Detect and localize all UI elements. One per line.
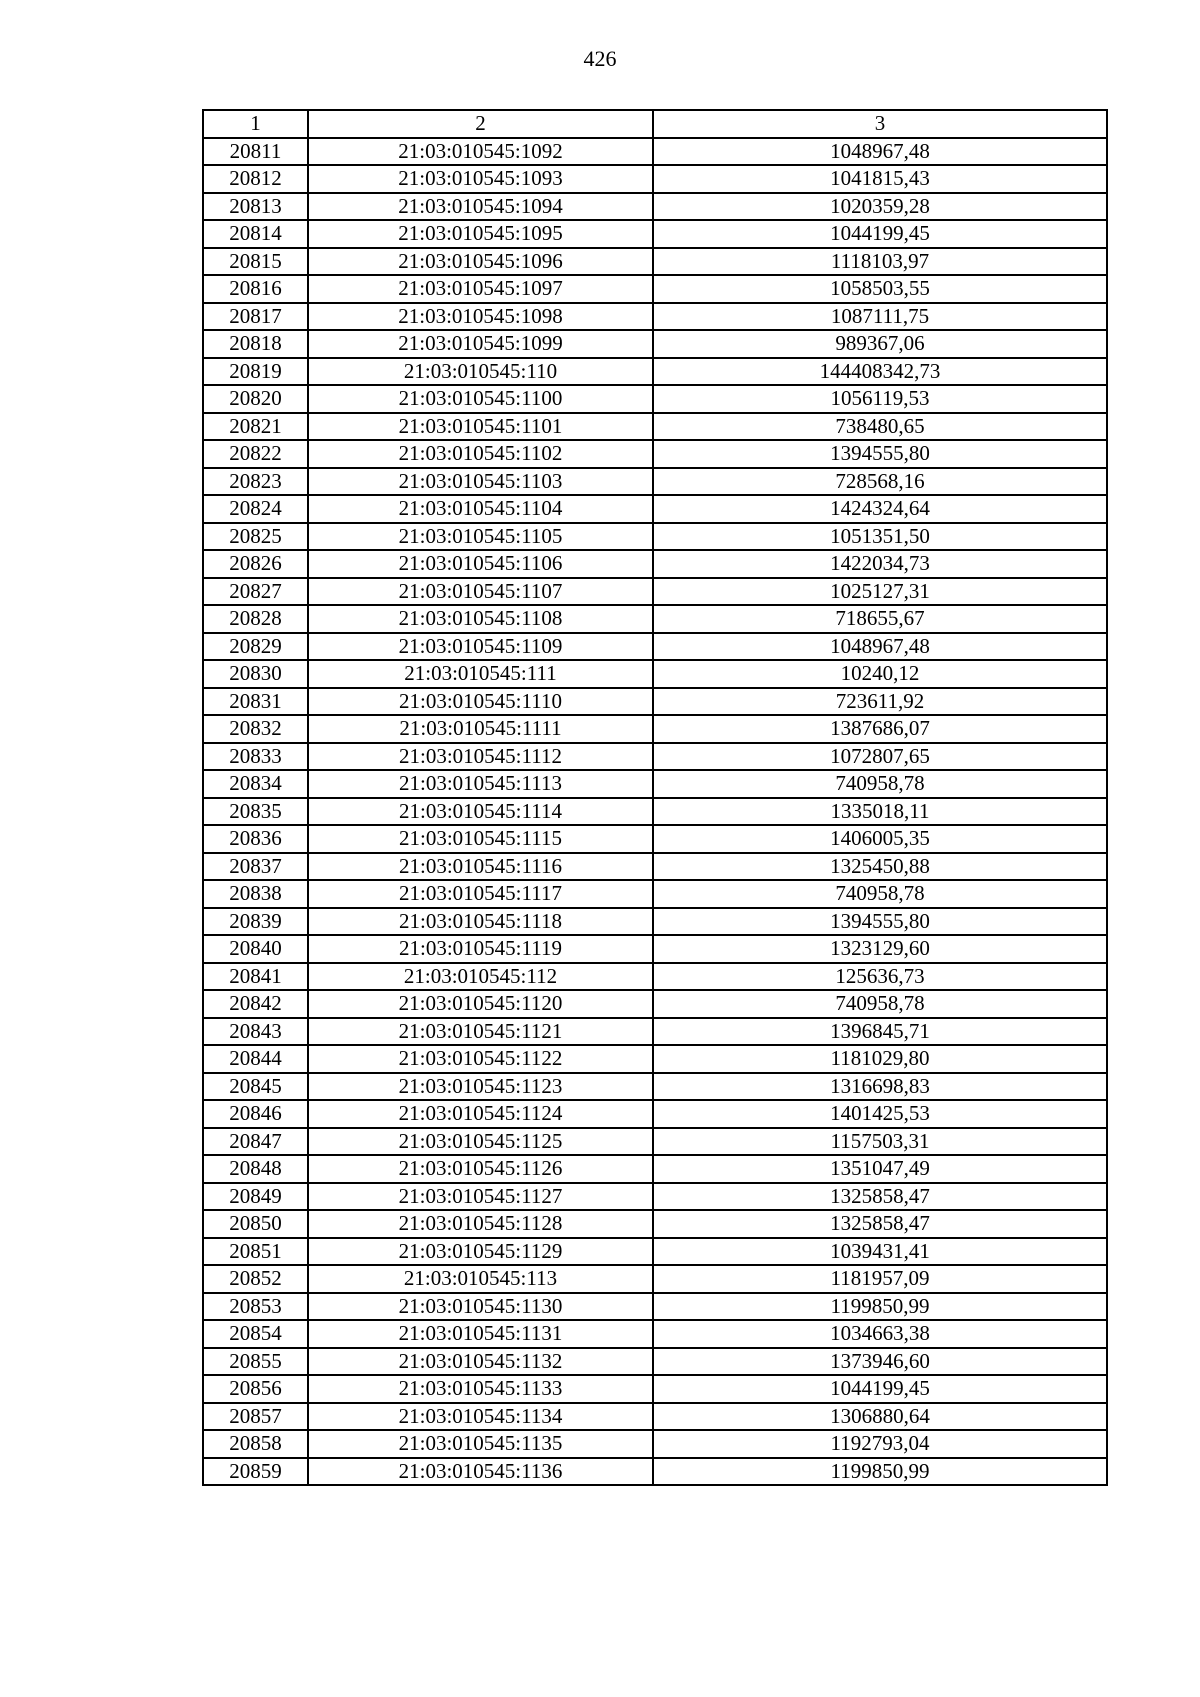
table-row — [203, 825, 1107, 853]
row-number-cell: 20859 — [203, 1458, 308, 1486]
row-number-cell: 20858 — [203, 1430, 308, 1458]
value-cell: 738480,65 — [653, 413, 1107, 441]
cadastral-number-cell: 21:03:010545:1127 — [308, 1183, 653, 1211]
cadastral-number-cell: 21:03:010545:1099 — [308, 330, 653, 358]
table-row — [203, 1265, 1107, 1293]
value-cell: 144408342,73 — [653, 358, 1107, 386]
table-row — [203, 1238, 1107, 1266]
table-row — [203, 660, 1107, 688]
table-row — [203, 220, 1107, 248]
cadastral-number-cell: 21:03:010545:1133 — [308, 1375, 653, 1403]
table-row — [203, 303, 1107, 331]
cadastral-number-cell: 21:03:010545:111 — [308, 660, 653, 688]
cadastral-number-cell: 21:03:010545:1094 — [308, 193, 653, 221]
cadastral-number-cell: 21:03:010545:1095 — [308, 220, 653, 248]
cadastral-number-cell: 21:03:010545:1129 — [308, 1238, 653, 1266]
table-row — [203, 330, 1107, 358]
table-row — [203, 440, 1107, 468]
cadastral-number-cell: 21:03:010545:1104 — [308, 495, 653, 523]
table-row — [203, 193, 1107, 221]
table-row — [203, 688, 1107, 716]
table-row — [203, 1430, 1107, 1458]
data-table-container — [202, 109, 1106, 1486]
value-cell: 1325858,47 — [653, 1183, 1107, 1211]
table-row — [203, 605, 1107, 633]
cadastral-number-cell: 21:03:010545:1102 — [308, 440, 653, 468]
cadastral-number-cell: 21:03:010545:1105 — [308, 523, 653, 551]
cadastral-number-cell: 21:03:010545:1106 — [308, 550, 653, 578]
value-cell: 1394555,80 — [653, 440, 1107, 468]
row-number-cell: 20822 — [203, 440, 308, 468]
row-number-cell: 20829 — [203, 633, 308, 661]
value-cell: 1118103,97 — [653, 248, 1107, 276]
value-cell: 1316698,83 — [653, 1073, 1107, 1101]
cadastral-number-cell: 21:03:010545:1114 — [308, 798, 653, 826]
row-number-cell: 20833 — [203, 743, 308, 771]
value-cell: 1044199,45 — [653, 220, 1107, 248]
table-row — [203, 165, 1107, 193]
value-cell: 1335018,11 — [653, 798, 1107, 826]
cadastral-number-cell: 21:03:010545:1135 — [308, 1430, 653, 1458]
row-number-cell: 20814 — [203, 220, 308, 248]
table-row — [203, 1045, 1107, 1073]
cadastral-number-cell: 21:03:010545:1100 — [308, 385, 653, 413]
page-number: 426 — [583, 46, 617, 71]
table-row — [203, 358, 1107, 386]
cadastral-number-cell: 21:03:010545:1113 — [308, 770, 653, 798]
cadastral-number-cell: 21:03:010545:1122 — [308, 1045, 653, 1073]
table-row — [203, 963, 1107, 991]
table-row — [203, 1210, 1107, 1238]
table-row — [203, 798, 1107, 826]
value-cell: 1039431,41 — [653, 1238, 1107, 1266]
value-cell: 1373946,60 — [653, 1348, 1107, 1376]
row-number-cell: 20855 — [203, 1348, 308, 1376]
data-table — [202, 109, 1108, 1486]
row-number-cell: 20847 — [203, 1128, 308, 1156]
table-row — [203, 990, 1107, 1018]
table-header-row — [203, 110, 1107, 138]
row-number-cell: 20857 — [203, 1403, 308, 1431]
row-number-cell: 20828 — [203, 605, 308, 633]
value-cell: 1199850,99 — [653, 1293, 1107, 1321]
value-cell: 1323129,60 — [653, 935, 1107, 963]
row-number-cell: 20853 — [203, 1293, 308, 1321]
value-cell: 1387686,07 — [653, 715, 1107, 743]
cadastral-number-cell: 21:03:010545:1126 — [308, 1155, 653, 1183]
cadastral-number-cell: 21:03:010545:1119 — [308, 935, 653, 963]
value-cell: 718655,67 — [653, 605, 1107, 633]
row-number-cell: 20845 — [203, 1073, 308, 1101]
value-cell: 1048967,48 — [653, 633, 1107, 661]
value-cell: 1325450,88 — [653, 853, 1107, 881]
table-row — [203, 468, 1107, 496]
value-cell: 1424324,64 — [653, 495, 1107, 523]
row-number-cell: 20817 — [203, 303, 308, 331]
table-row — [203, 413, 1107, 441]
table-row — [203, 1073, 1107, 1101]
cadastral-number-cell: 21:03:010545:1136 — [308, 1458, 653, 1486]
row-number-cell: 20848 — [203, 1155, 308, 1183]
value-cell: 1181029,80 — [653, 1045, 1107, 1073]
cadastral-number-cell: 21:03:010545:1112 — [308, 743, 653, 771]
value-cell: 728568,16 — [653, 468, 1107, 496]
cadastral-number-cell: 21:03:010545:113 — [308, 1265, 653, 1293]
column-header-1: 1 — [203, 110, 308, 138]
table-row — [203, 385, 1107, 413]
row-number-cell: 20824 — [203, 495, 308, 523]
table-row — [203, 275, 1107, 303]
table-row — [203, 550, 1107, 578]
value-cell: 1072807,65 — [653, 743, 1107, 771]
row-number-cell: 20815 — [203, 248, 308, 276]
cadastral-number-cell: 21:03:010545:1097 — [308, 275, 653, 303]
row-number-cell: 20846 — [203, 1100, 308, 1128]
row-number-cell: 20844 — [203, 1045, 308, 1073]
cadastral-number-cell: 21:03:010545:1108 — [308, 605, 653, 633]
table-row — [203, 578, 1107, 606]
cadastral-number-cell: 21:03:010545:1111 — [308, 715, 653, 743]
table-row — [203, 853, 1107, 881]
cadastral-number-cell: 21:03:010545:1118 — [308, 908, 653, 936]
row-number-cell: 20850 — [203, 1210, 308, 1238]
row-number-cell: 20827 — [203, 578, 308, 606]
row-number-cell: 20839 — [203, 908, 308, 936]
table-row — [203, 1155, 1107, 1183]
cadastral-number-cell: 21:03:010545:1101 — [308, 413, 653, 441]
cadastral-number-cell: 21:03:010545:1096 — [308, 248, 653, 276]
value-cell: 1181957,09 — [653, 1265, 1107, 1293]
value-cell: 740958,78 — [653, 770, 1107, 798]
table-row — [203, 935, 1107, 963]
table-row — [203, 1348, 1107, 1376]
row-number-cell: 20825 — [203, 523, 308, 551]
value-cell: 1025127,31 — [653, 578, 1107, 606]
cadastral-number-cell: 21:03:010545:1116 — [308, 853, 653, 881]
cadastral-number-cell: 21:03:010545:1121 — [308, 1018, 653, 1046]
row-number-cell: 20820 — [203, 385, 308, 413]
row-number-cell: 20841 — [203, 963, 308, 991]
value-cell: 1325858,47 — [653, 1210, 1107, 1238]
row-number-cell: 20826 — [203, 550, 308, 578]
row-number-cell: 20830 — [203, 660, 308, 688]
cadastral-number-cell: 21:03:010545:1128 — [308, 1210, 653, 1238]
row-number-cell: 20818 — [203, 330, 308, 358]
row-number-cell: 20832 — [203, 715, 308, 743]
cadastral-number-cell: 21:03:010545:112 — [308, 963, 653, 991]
value-cell: 125636,73 — [653, 963, 1107, 991]
value-cell: 1020359,28 — [653, 193, 1107, 221]
value-cell: 1199850,99 — [653, 1458, 1107, 1486]
table-row — [203, 1018, 1107, 1046]
value-cell: 1048967,48 — [653, 138, 1107, 166]
row-number-cell: 20849 — [203, 1183, 308, 1211]
cadastral-number-cell: 21:03:010545:1130 — [308, 1293, 653, 1321]
row-number-cell: 20835 — [203, 798, 308, 826]
table-body — [203, 138, 1107, 1486]
table-row — [203, 523, 1107, 551]
row-number-cell: 20823 — [203, 468, 308, 496]
value-cell: 740958,78 — [653, 990, 1107, 1018]
value-cell: 723611,92 — [653, 688, 1107, 716]
table-row — [203, 715, 1107, 743]
cadastral-number-cell: 21:03:010545:1124 — [308, 1100, 653, 1128]
table-row — [203, 1320, 1107, 1348]
table-row — [203, 1458, 1107, 1486]
cadastral-number-cell: 21:03:010545:1115 — [308, 825, 653, 853]
value-cell: 1058503,55 — [653, 275, 1107, 303]
row-number-cell: 20838 — [203, 880, 308, 908]
value-cell: 1192793,04 — [653, 1430, 1107, 1458]
cadastral-number-cell: 21:03:010545:1109 — [308, 633, 653, 661]
cadastral-number-cell: 21:03:010545:1125 — [308, 1128, 653, 1156]
table-row — [203, 880, 1107, 908]
value-cell: 1351047,49 — [653, 1155, 1107, 1183]
row-number-cell: 20812 — [203, 165, 308, 193]
cadastral-number-cell: 21:03:010545:1131 — [308, 1320, 653, 1348]
value-cell: 1044199,45 — [653, 1375, 1107, 1403]
cadastral-number-cell: 21:03:010545:1123 — [308, 1073, 653, 1101]
value-cell: 1422034,73 — [653, 550, 1107, 578]
value-cell: 1034663,38 — [653, 1320, 1107, 1348]
row-number-cell: 20831 — [203, 688, 308, 716]
table-row — [203, 138, 1107, 166]
row-number-cell: 20840 — [203, 935, 308, 963]
cadastral-number-cell: 21:03:010545:1103 — [308, 468, 653, 496]
table-row — [203, 1128, 1107, 1156]
value-cell: 740958,78 — [653, 880, 1107, 908]
value-cell: 1306880,64 — [653, 1403, 1107, 1431]
table-row — [203, 248, 1107, 276]
table-row — [203, 495, 1107, 523]
row-number-cell: 20854 — [203, 1320, 308, 1348]
value-cell: 1157503,31 — [653, 1128, 1107, 1156]
value-cell: 10240,12 — [653, 660, 1107, 688]
value-cell: 1056119,53 — [653, 385, 1107, 413]
table-row — [203, 1183, 1107, 1211]
value-cell: 1396845,71 — [653, 1018, 1107, 1046]
row-number-cell: 20842 — [203, 990, 308, 1018]
table-row — [203, 1100, 1107, 1128]
table-row — [203, 1403, 1107, 1431]
table-row — [203, 1293, 1107, 1321]
column-header-2: 2 — [308, 110, 653, 138]
row-number-cell: 20856 — [203, 1375, 308, 1403]
table-row — [203, 770, 1107, 798]
table-row — [203, 1375, 1107, 1403]
value-cell: 1087111,75 — [653, 303, 1107, 331]
value-cell: 989367,06 — [653, 330, 1107, 358]
cadastral-number-cell: 21:03:010545:1132 — [308, 1348, 653, 1376]
row-number-cell: 20837 — [203, 853, 308, 881]
row-number-cell: 20836 — [203, 825, 308, 853]
row-number-cell: 20821 — [203, 413, 308, 441]
cadastral-number-cell: 21:03:010545:1093 — [308, 165, 653, 193]
row-number-cell: 20813 — [203, 193, 308, 221]
cadastral-number-cell: 21:03:010545:1107 — [308, 578, 653, 606]
row-number-cell: 20851 — [203, 1238, 308, 1266]
cadastral-number-cell: 21:03:010545:1110 — [308, 688, 653, 716]
value-cell: 1401425,53 — [653, 1100, 1107, 1128]
table-row — [203, 743, 1107, 771]
value-cell: 1394555,80 — [653, 908, 1107, 936]
value-cell: 1041815,43 — [653, 165, 1107, 193]
value-cell: 1406005,35 — [653, 825, 1107, 853]
cadastral-number-cell: 21:03:010545:110 — [308, 358, 653, 386]
row-number-cell: 20843 — [203, 1018, 308, 1046]
column-header-3: 3 — [653, 110, 1107, 138]
row-number-cell: 20834 — [203, 770, 308, 798]
cadastral-number-cell: 21:03:010545:1098 — [308, 303, 653, 331]
value-cell: 1051351,50 — [653, 523, 1107, 551]
cadastral-number-cell: 21:03:010545:1092 — [308, 138, 653, 166]
row-number-cell: 20852 — [203, 1265, 308, 1293]
row-number-cell: 20811 — [203, 138, 308, 166]
table-row — [203, 908, 1107, 936]
row-number-cell: 20816 — [203, 275, 308, 303]
row-number-cell: 20819 — [203, 358, 308, 386]
cadastral-number-cell: 21:03:010545:1134 — [308, 1403, 653, 1431]
cadastral-number-cell: 21:03:010545:1117 — [308, 880, 653, 908]
table-row — [203, 633, 1107, 661]
cadastral-number-cell: 21:03:010545:1120 — [308, 990, 653, 1018]
